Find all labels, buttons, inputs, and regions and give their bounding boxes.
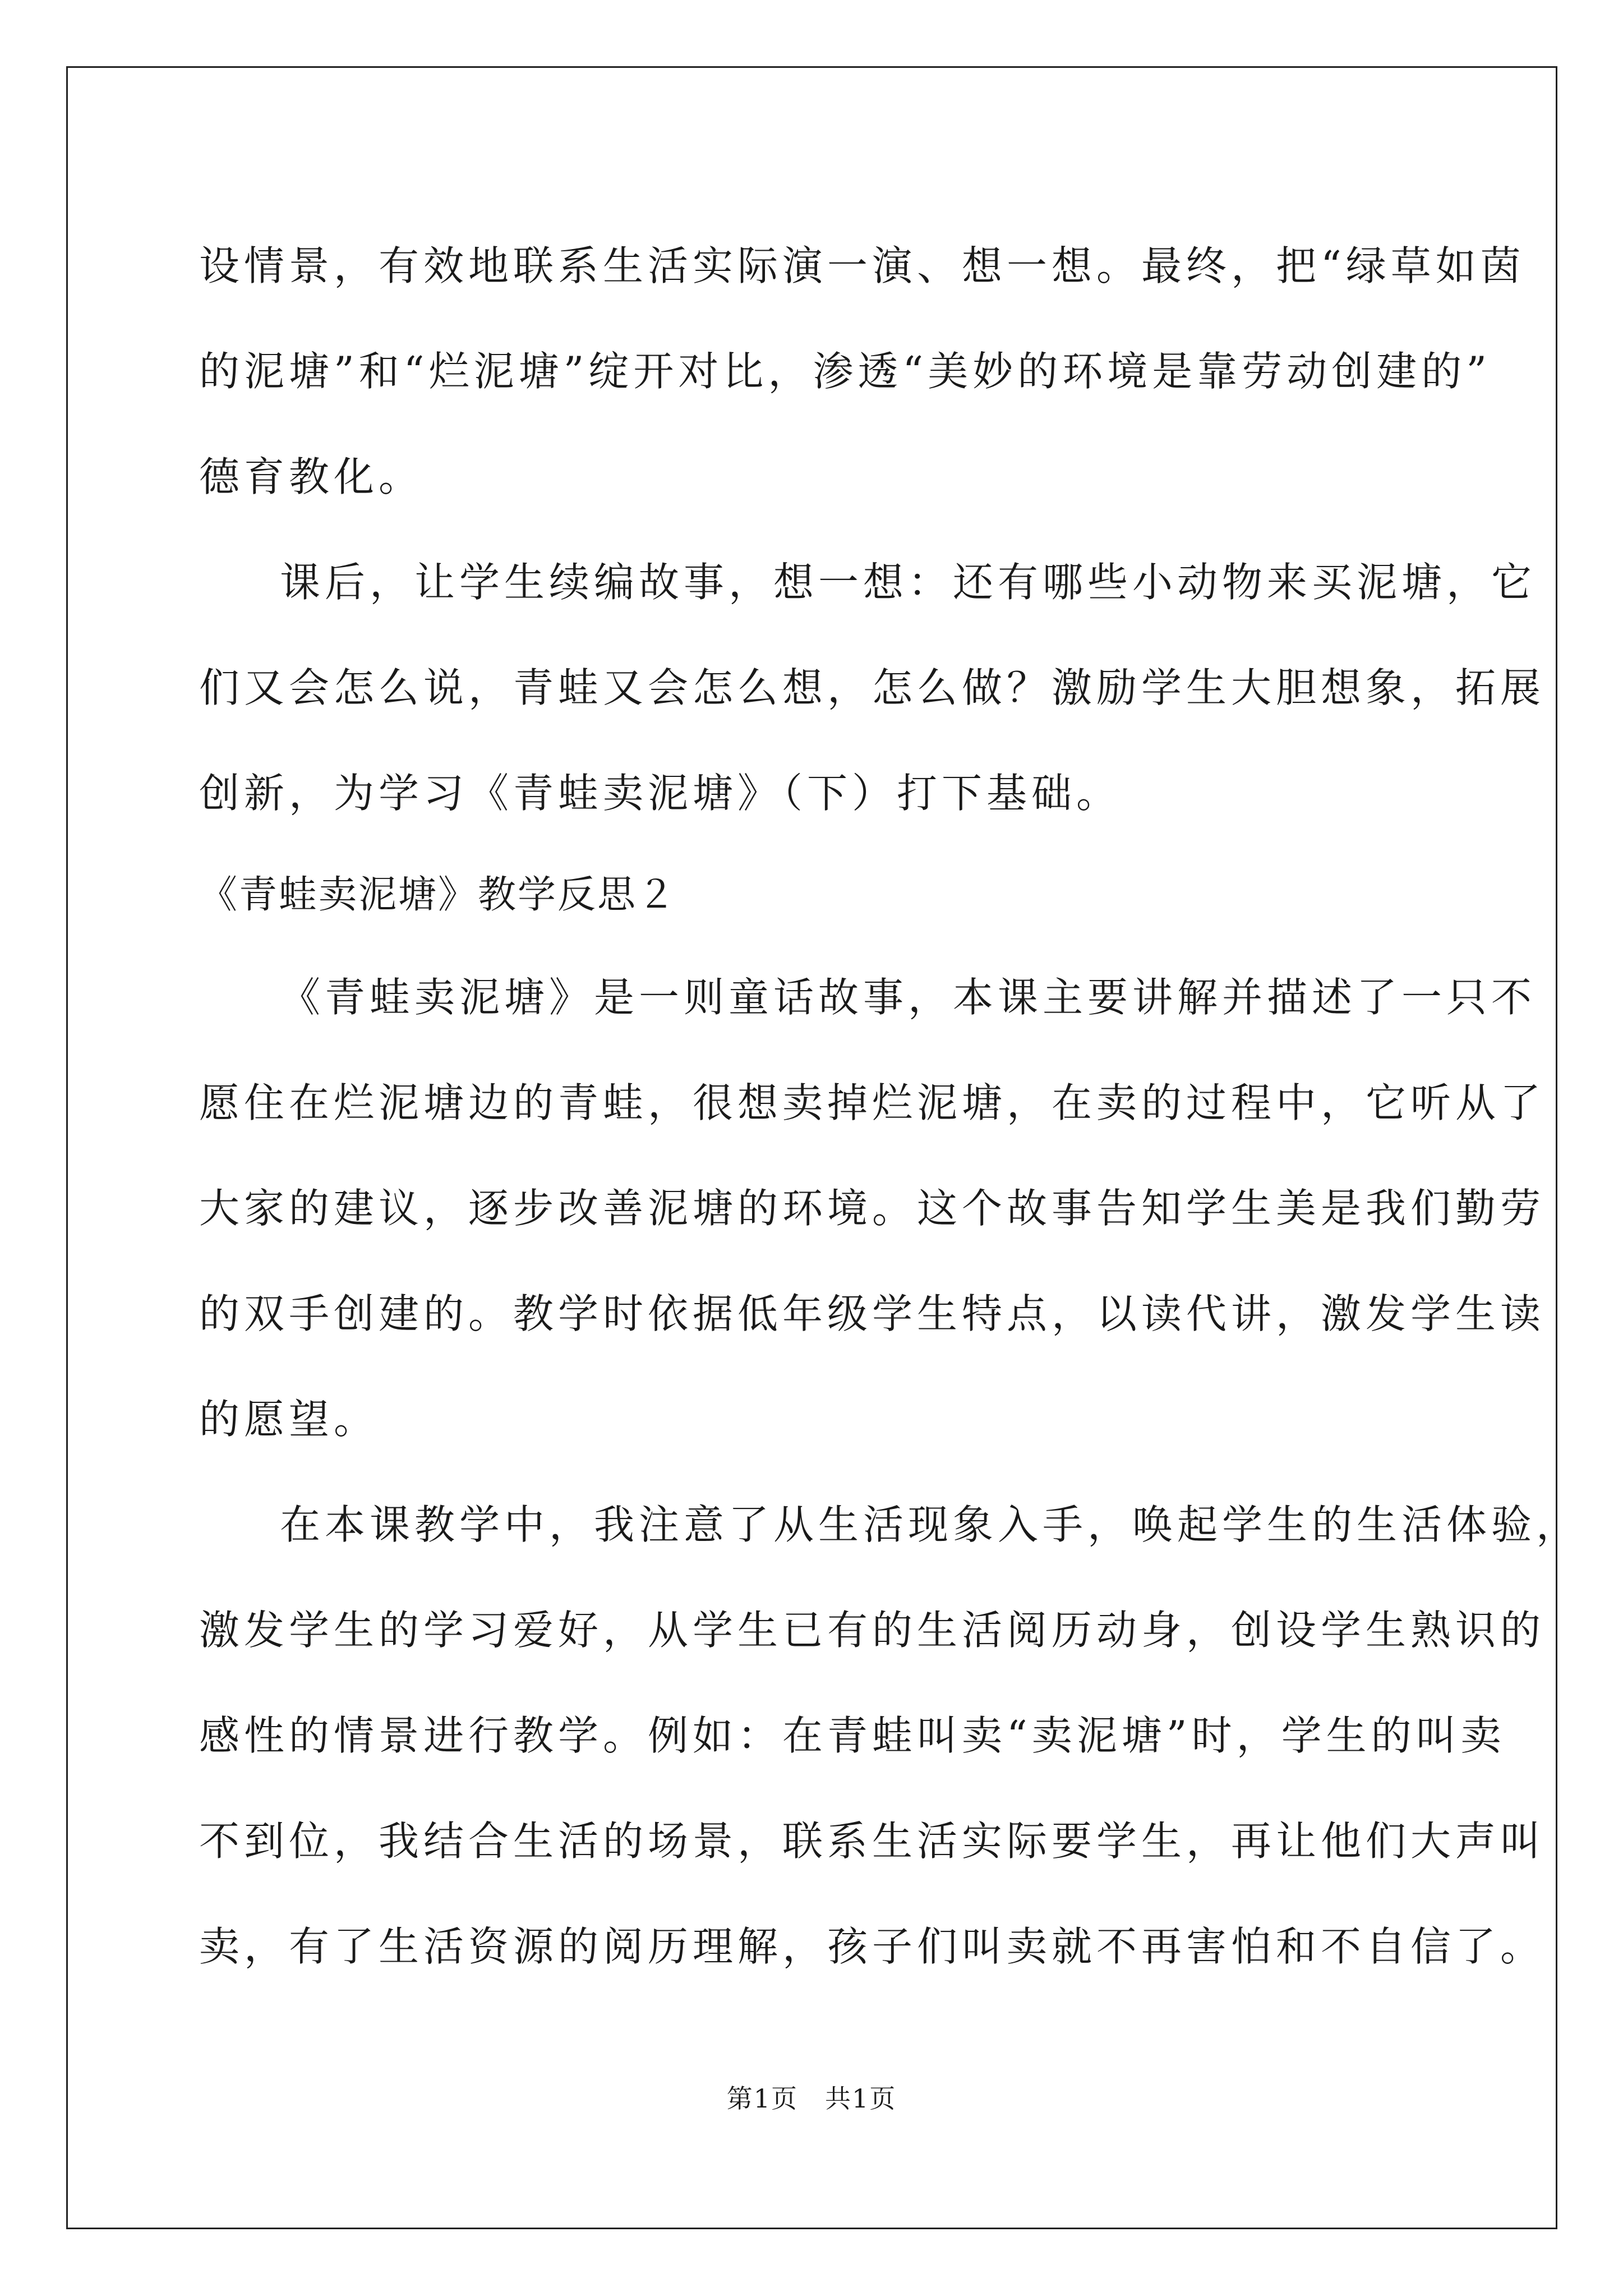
text-line: 激发学生的学习爱好，从学生已有的生活阅历动身，创设学生熟识的 [199, 1607, 1546, 1654]
text-line: 德育教化。 [199, 453, 424, 500]
paragraph-first-line: 在本课教学中，我注意了从生活现象入手，唤起学生的生活体验， [280, 1501, 1581, 1548]
text-line: 们又会怎么说，青蛙又会怎么想，怎么做？激励学生大胆想象，拓展 [199, 664, 1546, 711]
text-line: 不到位，我结合生活的场景，联系生活实际要学生，再让他们大声叫 [199, 1818, 1546, 1865]
document-body [199, 213, 1581, 1999]
text-line: 愿住在烂泥塘边的青蛙，很想卖掉烂泥塘，在卖的过程中，它听从了 [199, 1079, 1546, 1126]
text-line: 的愿望。 [199, 1396, 379, 1443]
text-line: 设情景，有效地联系生活实际演一演、想一想。最终，把“绿草如茵 [199, 242, 1525, 289]
section-heading: 《青蛙卖泥塘》教学反思２ [199, 873, 677, 917]
page-footer: 第1页 共1页 [726, 2083, 897, 2114]
paragraph-first-line: 《青蛙卖泥塘》是一则童话故事，本课主要讲解并描述了一只不 [280, 974, 1537, 1021]
text-line: 创新，为学习《青蛙卖泥塘》（下）打下基础。 [199, 770, 1122, 817]
text-line: 大家的建议，逐步改善泥塘的环境。这个故事告知学生美是我们勤劳 [199, 1185, 1546, 1232]
text-line: 的双手创建的。教学时依据低年级学生特点，以读代讲，激发学生读 [199, 1290, 1546, 1337]
paragraph-first-line: 课后，让学生续编故事，想一想：还有哪些小动物来买泥塘，它 [280, 559, 1537, 606]
text-line: 的泥塘”和“烂泥塘”绽开对比，渗透“美妙的环境是靠劳动创建的” [199, 348, 1492, 395]
text-line: 卖，有了生活资源的阅历理解，孩子们叫卖就不再害怕和不自信了。 [199, 1923, 1546, 1970]
text-line: 感性的情景进行教学。例如：在青蛙叫卖“卖泥塘”时，学生的叫卖 [199, 1712, 1506, 1759]
